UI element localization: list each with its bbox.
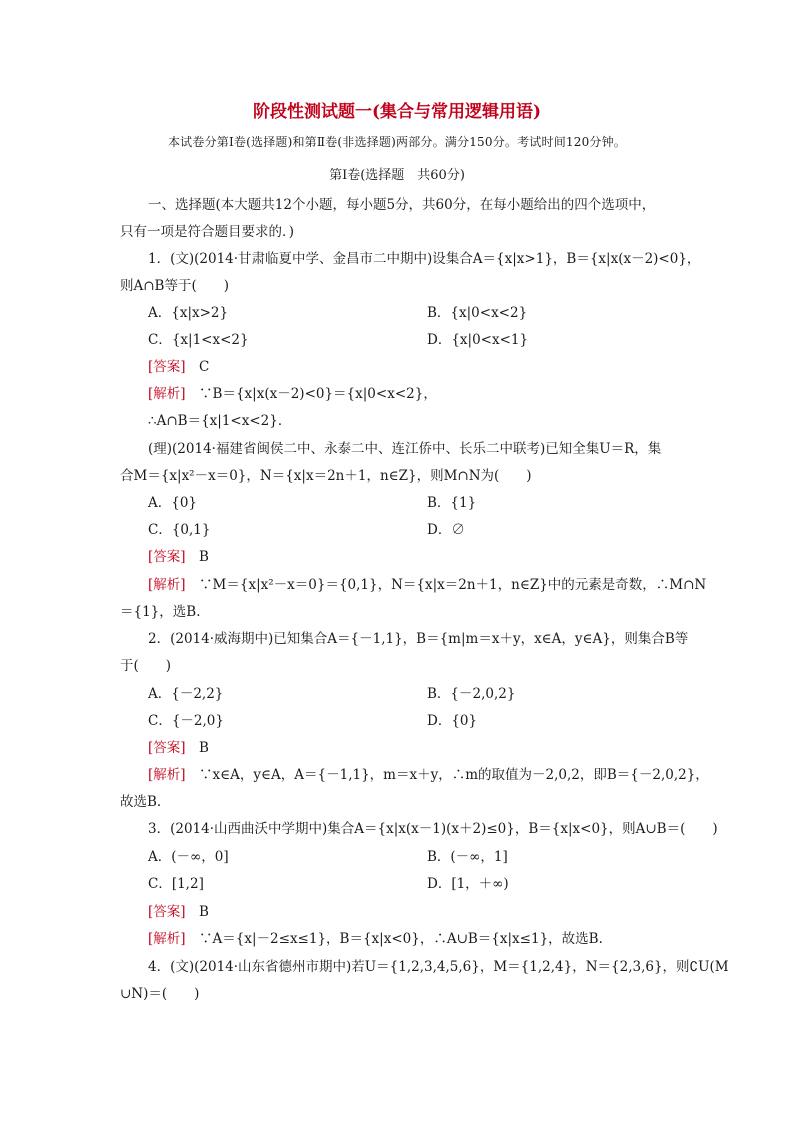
q3-option-d: D．[1，＋∞) <box>427 876 509 892</box>
q1-analysis-line-2: ∴A∩B＝{x|1<x<2}． <box>148 413 292 429</box>
q1b-answer <box>148 548 209 566</box>
q3-analysis <box>148 930 603 948</box>
q1b-option-b: B．{1} <box>427 495 477 511</box>
q1b-answer-value: B <box>199 549 209 565</box>
answer-label: [答案] <box>148 549 186 565</box>
q1b-option-a: A．{0} <box>148 495 198 511</box>
analysis-label: [解析] <box>148 577 186 593</box>
section-heading: 第Ⅰ卷(选择题 共60分) <box>329 168 465 183</box>
instructions-line-2: 只有一项是符合题目要求的．) <box>120 224 295 240</box>
q1-option-c: C．{x|1<x<2} <box>148 332 249 348</box>
q1b-option-d: D．∅ <box>427 522 465 538</box>
instructions-line-1: 一、选择题(本大题共12个小题，每小题5分，共60分，在每小题给出的四个选项中， <box>148 197 656 213</box>
q4-stem-line-2: ∪N)＝( ) <box>120 986 200 1002</box>
q2-answer <box>148 739 209 757</box>
exam-description: 本试卷分第Ⅰ卷(选择题)和第Ⅱ卷(非选择题)两部分。满分150分。考试时间120分钟。 <box>167 135 627 149</box>
q2-answer-value: B <box>199 740 209 756</box>
analysis-label: [解析] <box>148 386 186 402</box>
q1b-analysis <box>148 576 706 594</box>
q1-analysis-line-1: ∵B＝{x|x(x－2)<0}＝{x|0<x<2}， <box>199 386 437 402</box>
q2-option-d: D．{0} <box>427 713 478 729</box>
answer-label: [答案] <box>148 740 186 756</box>
q1-option-b: B．{x|0<x<2} <box>427 305 528 321</box>
q3-analysis-line-1: ∵A＝{x|－2≤x≤1}，B＝{x|x<0}，∴A∪B＝{x|x≤1}，故选B. <box>199 931 603 947</box>
q1b-stem-line-1: (理)(2014·福建省闽侯二中、永泰二中、连江侨中、长乐二中联考)已知全集U＝R，集 <box>148 441 662 457</box>
q1-answer-value: C <box>199 359 210 375</box>
q2-analysis <box>148 766 709 784</box>
q3-option-b: B．(－∞，1] <box>427 849 508 865</box>
q1-answer <box>148 358 209 376</box>
q2-analysis-line-2: 故选B. <box>120 794 162 810</box>
q1b-analysis-line-2: ＝{1}，选B. <box>120 604 201 620</box>
analysis-label: [解析] <box>148 931 186 947</box>
q1b-option-c: C．{0,1} <box>148 522 211 538</box>
q1-option-d: D．{x|0<x<1} <box>427 332 529 348</box>
q3-answer-value: B <box>199 904 209 920</box>
q2-stem-line-1: 2．(2014·威海期中)已知集合A＝{－1,1}，B＝{m|m＝x＋y，x∈A，y∈A}，则集合B等 <box>148 631 689 647</box>
q4-stem-line-1: 4．(文)(2014·山东省德州市期中)若U＝{1,2,3,4,5,6}，M＝{1,2,4}，N＝{2,3,6}，则∁U(M <box>148 959 729 975</box>
q3-stem-line-1: 3．(2014·山西曲沃中学期中)集合A＝{x|x(x－1)(x＋2)≤0}，B＝{x|x<0}，则A∪B＝( ) <box>148 821 718 837</box>
q1b-analysis-line-1: ∵M＝{x|x²－x＝0}＝{0,1}，N＝{x|x＝2n＋1，n∈Z}中的元素是奇数，∴M∩N <box>199 577 707 593</box>
answer-label: [答案] <box>148 904 186 920</box>
analysis-label: [解析] <box>148 767 186 783</box>
q3-option-a: A．(－∞，0] <box>148 849 229 865</box>
q2-option-c: C．{－2,0} <box>148 713 224 729</box>
q3-option-c: C．[1,2] <box>148 876 204 892</box>
answer-label: [答案] <box>148 359 186 375</box>
q3-answer <box>148 903 209 921</box>
q1-option-a: A．{x|x>2} <box>148 305 229 321</box>
q1-analysis <box>148 385 437 403</box>
q1-stem-line-2: 则A∩B等于( ) <box>120 278 230 294</box>
q1b-stem-line-2: 合M＝{x|x²－x＝0}，N＝{x|x＝2n＋1，n∈Z}，则M∩N为( ) <box>120 468 532 484</box>
q2-stem-line-2: 于( ) <box>120 658 172 674</box>
q1-stem-line-1: 1．(文)(2014·甘肃临夏中学、金昌市二中期中)设集合A＝{x|x>1}，B＝{x|x(x－2)<0}， <box>148 251 701 267</box>
q2-option-a: A．{－2,2} <box>148 686 224 702</box>
page-title: 阶段性测试题一(集合与常用逻辑用语) <box>252 102 542 122</box>
q2-option-b: B．{－2,0,2} <box>427 686 516 702</box>
q2-analysis-line-1: ∵x∈A，y∈A，A＝{－1,1}，m＝x＋y，∴m的取值为－2,0,2，即B＝{－2,0,2}， <box>199 767 709 783</box>
